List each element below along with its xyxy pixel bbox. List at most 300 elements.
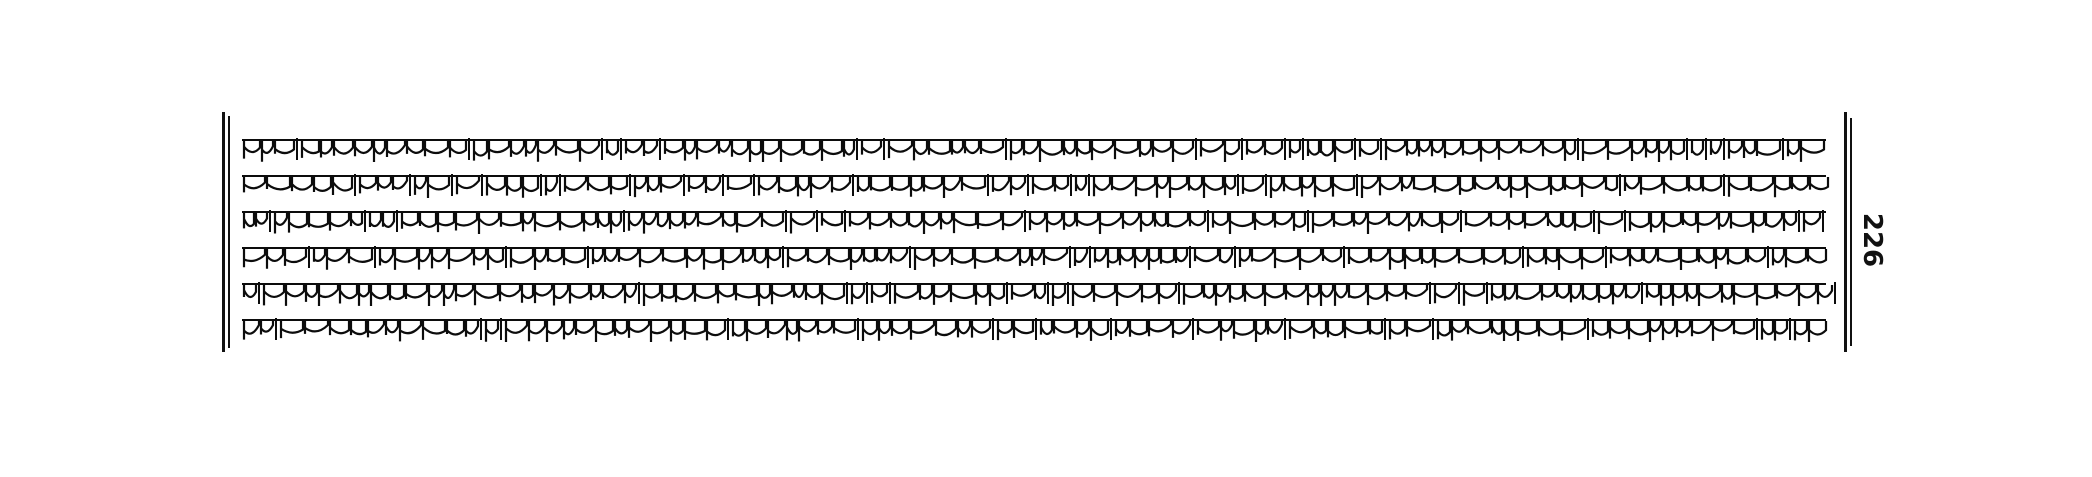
- glyph-stroke: [511, 249, 533, 268]
- glyph-stroke: [1792, 177, 1808, 190]
- glyph-stroke: [1571, 285, 1581, 302]
- glyph-stroke: [1064, 141, 1075, 155]
- glyph-stroke: [1077, 141, 1090, 157]
- glyph-stroke: [1333, 177, 1354, 197]
- glyph-stroke: [1748, 249, 1765, 262]
- glyph-stroke: [1677, 321, 1690, 337]
- glyph-stroke: [1809, 321, 1826, 342]
- glyph-stroke: [1687, 285, 1697, 302]
- glyph-stroke: [1149, 249, 1159, 270]
- glyph-stroke: [1625, 177, 1639, 191]
- glyph-stroke: [1407, 321, 1430, 337]
- glyph-stroke: [1729, 141, 1742, 159]
- glyph-stroke: [1140, 141, 1151, 157]
- glyph-stroke: [788, 249, 806, 267]
- glyph-stroke: [1123, 213, 1139, 229]
- glyph-stroke: [576, 321, 594, 335]
- glyph-stroke: [1539, 321, 1560, 336]
- glyph-stroke: [584, 213, 596, 231]
- glyph-stroke: [1234, 321, 1254, 339]
- glyph-stroke: [1546, 249, 1557, 264]
- glyph-stroke: [1777, 285, 1797, 299]
- glyph-stroke: [523, 177, 538, 198]
- glyph-stroke: [1314, 321, 1326, 339]
- glyph-stroke: [565, 177, 586, 192]
- glyph-stroke: [1173, 321, 1190, 338]
- glyph-stroke: [858, 177, 869, 192]
- glyph-stroke: [560, 213, 582, 230]
- glyph-stroke: [1321, 285, 1333, 306]
- glyph-stroke: [1509, 213, 1523, 230]
- glyph-stroke: [1492, 285, 1503, 300]
- glyph-stroke: [698, 213, 721, 227]
- glyph-stroke: [1024, 141, 1038, 155]
- glyph-stroke: [1548, 213, 1561, 226]
- glyph-stroke: [1120, 249, 1133, 265]
- glyph-stroke: [1153, 141, 1171, 157]
- glyph-stroke: [920, 285, 932, 300]
- glyph-stroke: [665, 141, 683, 154]
- glyph-stroke: [1632, 141, 1644, 161]
- glyph-stroke: [1313, 213, 1332, 233]
- glyph-stroke: [811, 177, 830, 198]
- glyph-stroke: [1786, 249, 1806, 267]
- glyph-stroke: [1256, 321, 1266, 342]
- glyph-stroke: [1265, 141, 1282, 155]
- glyph-stroke: [685, 213, 696, 228]
- glyph-stroke: [1650, 321, 1661, 342]
- glyph-stroke: [1775, 321, 1787, 341]
- glyph-stroke: [526, 141, 536, 157]
- glyph-stroke: [1100, 213, 1121, 234]
- glyph-stroke: [872, 285, 887, 303]
- glyph-stroke: [635, 177, 646, 197]
- glyph-stroke: [733, 321, 745, 336]
- text-line-5: [240, 276, 1836, 306]
- glyph-stroke: [1328, 321, 1343, 337]
- glyph-stroke: [1557, 285, 1569, 298]
- glyph-stroke: [864, 249, 875, 262]
- glyph-stroke: [1286, 285, 1306, 300]
- glyph-stroke: [1757, 285, 1775, 306]
- glyph-stroke: [529, 321, 545, 341]
- glyph-stroke: [1335, 285, 1347, 306]
- glyph-stroke: [799, 321, 816, 342]
- glyph-stroke: [852, 285, 864, 304]
- glyph-stroke: [1041, 321, 1052, 335]
- glyph-stroke: [1452, 321, 1466, 341]
- left-margin-rule: [222, 112, 225, 352]
- glyph-stroke: [1302, 177, 1313, 197]
- glyph-stroke: [1076, 177, 1086, 191]
- glyph-stroke: [1157, 177, 1168, 198]
- glyph-stroke: [1349, 285, 1366, 298]
- glyph-stroke: [1094, 177, 1110, 196]
- glyph-stroke: [1664, 213, 1681, 233]
- glyph-stroke: [629, 213, 642, 231]
- glyph-stroke: [1323, 249, 1341, 261]
- glyph-stroke: [1664, 177, 1687, 194]
- glyph-stroke: [1371, 249, 1388, 262]
- glyph-stroke: [1247, 141, 1263, 155]
- glyph-stroke: [1387, 285, 1404, 301]
- glyph-stroke: [965, 141, 979, 153]
- glyph-stroke: [607, 141, 618, 155]
- glyph-stroke: [1799, 285, 1816, 306]
- glyph-stroke: [670, 213, 683, 229]
- glyph-stroke: [972, 321, 990, 338]
- glyph-stroke: [1435, 285, 1456, 303]
- glyph-stroke: [1370, 321, 1382, 334]
- glyph-stroke: [697, 141, 717, 159]
- glyph-stroke: [1308, 141, 1319, 156]
- glyph-stroke: [663, 249, 685, 262]
- glyph-stroke: [976, 285, 988, 305]
- glyph-stroke: [511, 141, 524, 157]
- glyph-stroke: [1409, 213, 1420, 231]
- glyph-stroke: [1463, 141, 1479, 156]
- glyph-stroke: [944, 177, 960, 198]
- glyph-stroke: [603, 285, 623, 299]
- glyph-stroke: [1716, 249, 1726, 269]
- glyph-stroke: [1808, 249, 1826, 262]
- glyph-stroke: [1663, 321, 1675, 340]
- glyph-stroke: [759, 285, 770, 306]
- glyph-stroke: [1729, 177, 1749, 197]
- glyph-stroke: [1112, 177, 1134, 190]
- glyph-stroke: [1173, 141, 1193, 162]
- glyph-stroke: [1484, 249, 1503, 265]
- glyph-stroke: [535, 249, 546, 270]
- glyph-stroke: [1014, 321, 1033, 338]
- glyph-stroke: [768, 249, 780, 268]
- glyph-stroke: [1505, 249, 1520, 265]
- glyph-stroke: [750, 141, 761, 162]
- glyph-stroke: [1659, 141, 1669, 162]
- glyph-stroke: [1155, 213, 1166, 227]
- glyph-stroke: [1734, 321, 1754, 334]
- glyph-stroke: [1744, 141, 1755, 158]
- glyph-stroke: [676, 285, 693, 302]
- glyph-stroke: [1468, 321, 1490, 334]
- glyph-stroke: [1075, 249, 1087, 266]
- glyph-stroke: [1390, 249, 1403, 270]
- glyph-stroke: [1610, 321, 1627, 339]
- glyph-stroke: [619, 249, 638, 262]
- glyph-stroke: [1170, 177, 1187, 198]
- glyph-stroke: [728, 177, 751, 190]
- glyph-stroke: [1142, 285, 1157, 302]
- glyph-stroke: [1094, 285, 1115, 302]
- glyph-stroke: [895, 285, 918, 304]
- glyph-stroke: [1641, 177, 1662, 195]
- glyph-stroke: [1445, 141, 1461, 158]
- glyph-stroke: [1460, 177, 1473, 195]
- glyph-stroke: [1565, 177, 1580, 190]
- glyph-stroke: [593, 249, 603, 264]
- glyph-stroke: [1230, 285, 1243, 303]
- glyph-stroke: [1335, 141, 1352, 162]
- glyph-stroke: [763, 141, 779, 162]
- glyph-stroke: [870, 213, 889, 229]
- glyph-stroke: [998, 249, 1018, 261]
- glyph-stroke: [1390, 321, 1405, 339]
- glyph-stroke: [596, 321, 613, 342]
- glyph-stroke: [877, 249, 889, 261]
- left-margin-rule-inner: [228, 116, 230, 348]
- glyph-stroke: [1644, 249, 1656, 262]
- glyph-stroke: [993, 177, 1009, 192]
- glyph-stroke: [1265, 285, 1284, 306]
- glyph-stroke: [1593, 321, 1608, 337]
- glyph-stroke: [1055, 177, 1068, 191]
- glyph-stroke: [1543, 141, 1563, 156]
- glyph-stroke: [1108, 249, 1118, 268]
- glyph-stroke: [755, 249, 766, 262]
- glyph-stroke: [671, 321, 683, 342]
- glyph-stroke: [662, 285, 674, 302]
- glyph-stroke: [1422, 249, 1433, 264]
- glyph-stroke: [1189, 177, 1202, 190]
- glyph-stroke: [768, 321, 785, 338]
- glyph-stroke: [1354, 213, 1366, 226]
- glyph-stroke: [808, 249, 827, 262]
- glyph-stroke: [822, 141, 842, 161]
- glyph-stroke: [1161, 249, 1174, 264]
- glyph-stroke: [723, 213, 735, 227]
- glyph-stroke: [1117, 285, 1140, 306]
- glyph-stroke: [547, 321, 562, 342]
- glyph-stroke: [1525, 213, 1546, 228]
- glyph-stroke: [548, 249, 562, 262]
- glyph-stroke: [1751, 177, 1773, 191]
- glyph-stroke: [1406, 285, 1427, 300]
- glyph-stroke: [1711, 141, 1721, 155]
- glyph-stroke: [889, 141, 912, 158]
- text-line-3: [240, 204, 1836, 234]
- glyph-stroke: [644, 285, 660, 306]
- glyph-stroke: [1414, 177, 1433, 189]
- glyph-stroke: [1689, 177, 1701, 191]
- glyph-stroke: [1130, 321, 1147, 337]
- glyph-stroke: [981, 141, 1003, 154]
- glyph-stroke: [862, 141, 881, 155]
- glyph-stroke: [1389, 213, 1407, 225]
- glyph-stroke: [1294, 213, 1305, 231]
- glyph-stroke: [1775, 177, 1790, 197]
- glyph-stroke: [924, 177, 942, 192]
- glyph-stroke: [1762, 321, 1773, 340]
- glyph-stroke: [580, 141, 599, 162]
- glyph-stroke: [952, 141, 963, 155]
- glyph-stroke: [1583, 141, 1606, 161]
- glyph-stroke: [924, 213, 939, 234]
- glyph-stroke: [1012, 285, 1033, 300]
- glyph-stroke: [1613, 285, 1624, 304]
- glyph-stroke: [1201, 141, 1223, 156]
- glyph-stroke: [787, 321, 797, 340]
- glyph-stroke: [1630, 213, 1649, 231]
- glyph-stroke: [818, 321, 832, 335]
- glyph-stroke: [1345, 321, 1368, 338]
- glyph-stroke: [704, 249, 721, 270]
- glyph-stroke: [1053, 285, 1065, 306]
- glyph-stroke: [1630, 249, 1642, 266]
- glyph-stroke: [1575, 213, 1591, 231]
- glyph-stroke: [954, 213, 976, 233]
- glyph-stroke: [1176, 249, 1187, 263]
- glyph-stroke: [1563, 213, 1573, 227]
- glyph-stroke: [1606, 177, 1617, 190]
- glyph-stroke: [1435, 249, 1457, 268]
- glyph-stroke: [978, 213, 1001, 229]
- glyph-stroke: [1692, 321, 1711, 336]
- glyph-stroke: [936, 321, 956, 336]
- glyph-stroke: [1243, 177, 1263, 194]
- glyph-stroke: [546, 177, 557, 195]
- glyph-stroke: [718, 285, 734, 303]
- glyph-stroke: [781, 141, 802, 162]
- glyph-stroke: [625, 285, 636, 303]
- glyph-stroke: [661, 177, 681, 193]
- text-line-1: [240, 132, 1836, 162]
- glyph-stroke: [952, 249, 973, 265]
- glyph-stroke: [644, 213, 656, 234]
- glyph-stroke: [1599, 213, 1622, 234]
- glyph-stroke: [648, 177, 659, 192]
- glyph-stroke: [1599, 285, 1611, 303]
- glyph-stroke: [1784, 213, 1796, 231]
- glyph-stroke: [1731, 213, 1751, 228]
- glyph-stroke: [1407, 141, 1417, 156]
- glyph-stroke: [598, 213, 609, 228]
- glyph-stroke: [929, 141, 950, 155]
- glyph-stroke: [695, 285, 716, 302]
- glyph-stroke: [1818, 285, 1832, 304]
- glyph-stroke: [1221, 321, 1232, 341]
- glyph-stroke: [611, 213, 621, 233]
- glyph-stroke: [1168, 213, 1188, 227]
- glyph-stroke: [851, 249, 862, 270]
- glyph-stroke: [1432, 141, 1443, 156]
- glyph-stroke: [1681, 249, 1697, 270]
- glyph-stroke: [743, 249, 753, 263]
- glyph-stroke: [1032, 249, 1042, 266]
- glyph-stroke: [914, 141, 927, 160]
- glyph-stroke: [1255, 213, 1273, 230]
- glyph-stroke: [1626, 285, 1639, 298]
- glyph-stroke: [1290, 141, 1300, 158]
- glyph-stroke: [737, 213, 760, 232]
- glyph-stroke: [1230, 213, 1253, 234]
- glyph-stroke: [1671, 141, 1684, 160]
- glyph-stroke: [611, 177, 627, 194]
- glyph-stroke: [1204, 177, 1223, 198]
- glyph-stroke: [615, 321, 627, 336]
- glyph-stroke: [535, 285, 552, 303]
- glyph-stroke: [832, 177, 850, 192]
- glyph-stroke: [1753, 213, 1764, 233]
- glyph-stroke: [1527, 177, 1549, 198]
- glyph-stroke: [1661, 285, 1671, 306]
- glyph-stroke: [1362, 177, 1378, 198]
- manuscript-folio: [222, 112, 1852, 352]
- glyph-stroke: [1475, 177, 1496, 189]
- glyph-stroke: [1788, 141, 1799, 156]
- glyph-stroke: [651, 321, 669, 342]
- glyph-stroke: [1565, 141, 1575, 161]
- glyph-stroke: [1334, 213, 1352, 227]
- glyph-stroke: [506, 321, 527, 342]
- glyph-stroke: [1459, 249, 1482, 263]
- glyph-stroke: [822, 213, 842, 226]
- glyph-stroke: [1116, 321, 1128, 336]
- glyph-stroke: [1040, 141, 1062, 162]
- glyph-stroke: [1073, 285, 1092, 306]
- glyph-stroke: [1692, 141, 1703, 155]
- glyph-stroke: [1380, 177, 1400, 195]
- glyph-stroke: [605, 249, 617, 262]
- glyph-stroke: [707, 321, 725, 340]
- glyph-stroke: [1583, 285, 1597, 300]
- glyph-stroke: [1582, 177, 1604, 197]
- glyph-stroke: [556, 141, 578, 156]
- glyph-stroke: [1651, 213, 1662, 232]
- glyph-stroke: [1405, 249, 1420, 269]
- glyph-stroke: [1095, 249, 1106, 263]
- glyph-stroke: [706, 177, 720, 193]
- glyph-stroke: [1528, 249, 1544, 267]
- glyph-stroke: [564, 249, 585, 265]
- glyph-stroke: [998, 321, 1012, 340]
- glyph-stroke: [762, 213, 783, 227]
- glyph-stroke: [1757, 141, 1780, 156]
- glyph-stroke: [1135, 249, 1147, 268]
- glyph-stroke: [640, 249, 661, 267]
- glyph-stroke: [1195, 249, 1218, 261]
- glyph-stroke: [644, 141, 657, 156]
- glyph-stroke: [834, 321, 855, 334]
- glyph-stroke: [1271, 177, 1282, 198]
- glyph-stroke: [685, 141, 695, 161]
- glyph-stroke: [1435, 177, 1458, 193]
- glyph-stroke: [1092, 141, 1113, 160]
- glyph-stroke: [891, 213, 907, 228]
- glyph-stroke: [1308, 285, 1319, 305]
- glyph-stroke: [1252, 249, 1273, 261]
- glyph-stroke: [990, 285, 1004, 306]
- glyph-stroke: [564, 321, 574, 339]
- glyph-stroke: [1368, 213, 1387, 234]
- glyph-stroke: [772, 285, 792, 304]
- glyph-stroke: [1773, 249, 1784, 265]
- text-line-6: [240, 312, 1836, 342]
- glyph-stroke: [863, 321, 877, 341]
- glyph-stroke: [1491, 213, 1507, 226]
- glyph-stroke: [1521, 141, 1541, 154]
- glyph-stroke: [1284, 177, 1300, 191]
- glyph-stroke: [892, 177, 909, 191]
- glyph-stroke: [1728, 249, 1746, 264]
- glyph-stroke: [1518, 321, 1537, 341]
- glyph-stroke: [1077, 213, 1098, 226]
- glyph-stroke: [570, 285, 589, 303]
- glyph-stroke: [1703, 177, 1721, 191]
- glyph-stroke: [1204, 285, 1214, 298]
- glyph-stroke: [844, 141, 854, 157]
- glyph-stroke: [759, 177, 777, 195]
- glyph-stroke: [658, 213, 668, 226]
